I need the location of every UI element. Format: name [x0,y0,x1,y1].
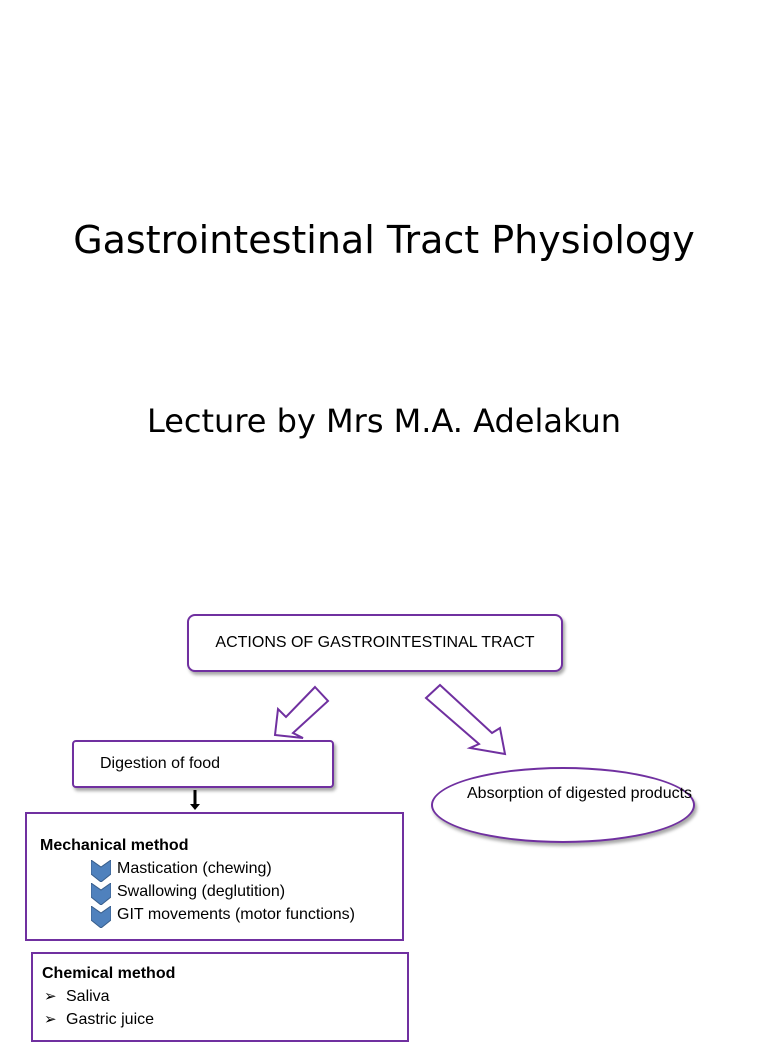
chevron-down-icon [91,883,111,905]
hollow-arrow-left-icon [275,687,328,738]
chevron-down-icon [91,906,111,928]
arrowhead-bullet-icon: ➢ [44,1011,57,1028]
chemical-item-label: Saliva [66,988,110,1005]
chemical-item-label: Gastric juice [66,1011,155,1028]
digestion-box-label: Digestion of food [100,755,221,772]
actions-of-git-box [187,614,563,672]
mechanical-item-label: GIT movements (motor functions) [117,906,355,923]
absorption-label: Absorption of digested products [467,785,693,802]
mechanical-heading: Mechanical method [40,837,189,854]
list-item [40,857,402,880]
chevron-down-icon [91,860,111,882]
mechanical-method-box [25,812,404,941]
mechanical-list [40,857,402,926]
slide-title: Gastrointestinal Tract Physiology [73,218,695,262]
arrowhead-bullet-icon: ➢ [44,988,57,1005]
hollow-arrow-right-icon [426,685,505,754]
down-arrow-icon [190,790,200,810]
list-item [42,985,407,1008]
chemical-heading: Chemical method [42,965,176,982]
actions-box-label: ACTIONS OF GASTROINTESTINAL TRACT [215,634,535,651]
list-item [40,903,402,926]
mechanical-item-label: Mastication (chewing) [117,860,272,877]
list-item [42,1008,407,1031]
mechanical-item-label: Swallowing (deglutition) [117,883,286,900]
absorption-ellipse [431,767,695,843]
slide-subtitle: Lecture by Mrs M.A. Adelakun [146,402,622,440]
chemical-method-box [31,952,409,1042]
list-item [40,880,402,903]
digestion-of-food-box [72,740,334,788]
